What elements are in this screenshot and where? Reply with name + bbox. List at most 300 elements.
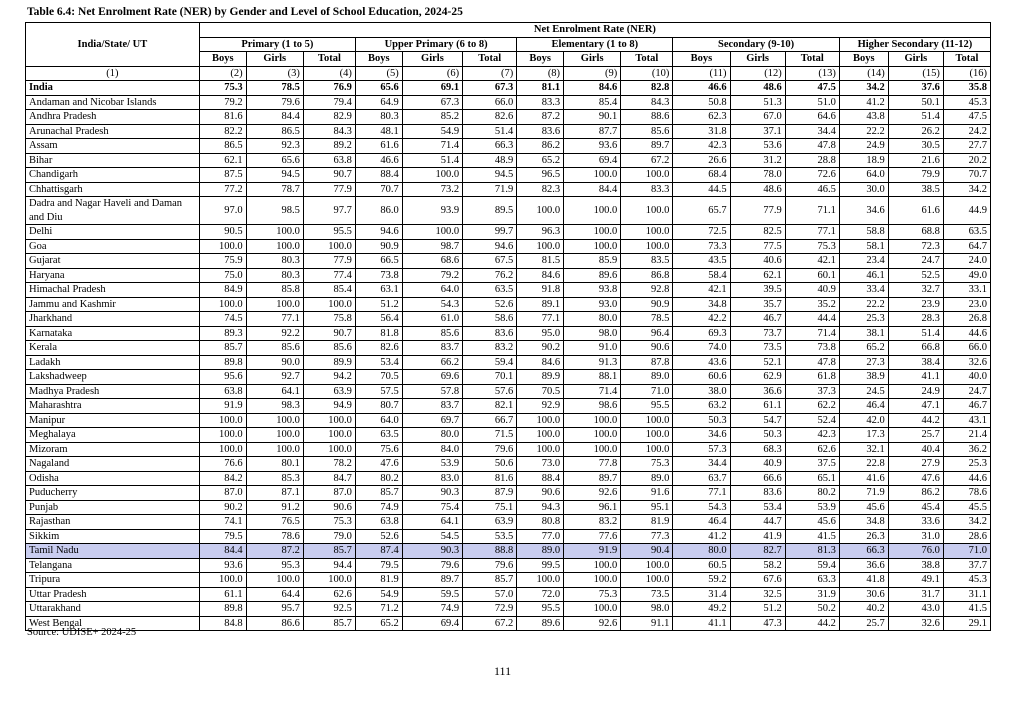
- table-cell: 91.9: [564, 544, 621, 559]
- column-number: (7): [463, 66, 517, 81]
- table-cell: 44.6: [943, 326, 990, 341]
- table-cell: 62.1: [199, 153, 246, 168]
- table-cell: 78.5: [246, 81, 303, 96]
- table-cell: 64.0: [839, 168, 888, 183]
- table-cell: 41.9: [730, 529, 785, 544]
- table-cell: 32.7: [888, 283, 943, 298]
- table-cell: 34.2: [943, 515, 990, 530]
- row-label: West Bengal: [26, 616, 200, 631]
- table-cell: 77.2: [199, 182, 246, 197]
- table-row: [26, 341, 991, 356]
- table-cell: 71.2: [355, 602, 402, 617]
- table-cell: 100.0: [564, 413, 621, 428]
- row-label: Odisha: [26, 471, 200, 486]
- table-cell: 100.0: [246, 297, 303, 312]
- table-cell: 58.4: [673, 268, 730, 283]
- table-cell: 69.1: [402, 81, 462, 96]
- table-cell: 34.6: [839, 197, 888, 225]
- table-cell: 82.8: [621, 81, 673, 96]
- table-cell: 80.0: [402, 428, 462, 443]
- table-cell: 35.2: [785, 297, 839, 312]
- row-label: Gujarat: [26, 254, 200, 269]
- table-cell: 90.0: [246, 355, 303, 370]
- table-cell: 92.6: [564, 616, 621, 631]
- table-cell: 90.3: [402, 544, 462, 559]
- table-cell: 99.7: [463, 225, 517, 240]
- table-cell: 95.0: [517, 326, 564, 341]
- table-cell: 82.6: [355, 341, 402, 356]
- table-cell: 44.2: [888, 413, 943, 428]
- table-row: [26, 413, 991, 428]
- source-note: Source: UDISE+ 2024-25: [27, 627, 137, 638]
- table-cell: 53.4: [730, 500, 785, 515]
- table-cell: 100.0: [303, 413, 355, 428]
- table-cell: 86.6: [246, 616, 303, 631]
- table-cell: 89.5: [463, 197, 517, 225]
- row-label: Puducherry: [26, 486, 200, 501]
- table-cell: 76.5: [246, 515, 303, 530]
- table-cell: 76.0: [888, 544, 943, 559]
- table-cell: 40.2: [839, 602, 888, 617]
- table-cell: 72.5: [673, 225, 730, 240]
- table-cell: 24.2: [943, 124, 990, 139]
- row-label: Punjab: [26, 500, 200, 515]
- table-cell: 100.0: [564, 442, 621, 457]
- column-number: (1): [26, 66, 200, 81]
- table-cell: 60.1: [785, 268, 839, 283]
- subheader-boys: Boys: [199, 52, 246, 67]
- table-cell: 77.9: [303, 182, 355, 197]
- table-cell: 85.6: [402, 326, 462, 341]
- table-cell: 100.0: [246, 442, 303, 457]
- table-cell: 71.9: [839, 486, 888, 501]
- table-cell: 79.6: [246, 95, 303, 110]
- table-cell: 36.6: [730, 384, 785, 399]
- table-cell: 51.4: [888, 326, 943, 341]
- table-cell: 100.0: [517, 239, 564, 254]
- table-cell: 51.2: [730, 602, 785, 617]
- subheader-girls: Girls: [730, 52, 785, 67]
- table-cell: 83.2: [564, 515, 621, 530]
- subheader-girls: Girls: [888, 52, 943, 67]
- table-cell: 90.4: [621, 544, 673, 559]
- table-cell: 95.7: [246, 602, 303, 617]
- table-cell: 40.9: [785, 283, 839, 298]
- table-cell: 30.5: [888, 139, 943, 154]
- table-cell: 73.5: [621, 587, 673, 602]
- table-cell: 37.5: [785, 457, 839, 472]
- table-row: [26, 312, 991, 327]
- table-cell: 75.8: [303, 312, 355, 327]
- row-label: Lakshadweep: [26, 370, 200, 385]
- table-cell: 77.0: [517, 529, 564, 544]
- table-cell: 91.3: [564, 355, 621, 370]
- table-cell: 72.6: [785, 168, 839, 183]
- ner-table: [25, 22, 991, 631]
- row-label: Manipur: [26, 413, 200, 428]
- table-cell: 89.0: [621, 471, 673, 486]
- table-cell: 65.6: [355, 81, 402, 96]
- table-cell: 91.2: [246, 500, 303, 515]
- table-cell: 45.3: [943, 573, 990, 588]
- table-cell: 41.5: [785, 529, 839, 544]
- table-cell: 66.8: [888, 341, 943, 356]
- table-cell: 63.3: [785, 573, 839, 588]
- table-cell: 73.2: [402, 182, 462, 197]
- table-row: [26, 515, 991, 530]
- table-cell: 62.1: [730, 268, 785, 283]
- table-cell: 70.5: [355, 370, 402, 385]
- table-cell: 26.6: [673, 153, 730, 168]
- table-cell: 42.1: [785, 254, 839, 269]
- table-cell: 77.9: [303, 254, 355, 269]
- table-cell: 95.5: [621, 399, 673, 414]
- table-cell: 70.7: [943, 168, 990, 183]
- table-cell: 68.3: [730, 442, 785, 457]
- table-row: [26, 124, 991, 139]
- table-cell: 47.3: [730, 616, 785, 631]
- table-cell: 78.0: [730, 168, 785, 183]
- table-cell: 83.2: [463, 341, 517, 356]
- table-cell: 80.7: [355, 399, 402, 414]
- table-cell: 57.3: [673, 442, 730, 457]
- table-cell: 89.7: [402, 573, 462, 588]
- table-cell: 81.3: [785, 544, 839, 559]
- table-cell: 54.3: [673, 500, 730, 515]
- table-cell: 80.3: [246, 268, 303, 283]
- table-cell: 75.3: [303, 515, 355, 530]
- table-cell: 83.0: [402, 471, 462, 486]
- table-cell: 79.6: [463, 558, 517, 573]
- table-cell: 41.2: [673, 529, 730, 544]
- table-row: [26, 573, 991, 588]
- table-cell: 49.0: [943, 268, 990, 283]
- column-number: (9): [564, 66, 621, 81]
- table-cell: 95.6: [199, 370, 246, 385]
- table-cell: 38.0: [673, 384, 730, 399]
- table-cell: 85.6: [303, 341, 355, 356]
- table-cell: 90.2: [199, 500, 246, 515]
- table-cell: 43.1: [943, 413, 990, 428]
- column-number: (14): [839, 66, 888, 81]
- table-cell: 79.0: [303, 529, 355, 544]
- table-cell: 92.7: [246, 370, 303, 385]
- ner-header: Net Enrolment Rate (NER): [199, 23, 990, 38]
- table-cell: 83.5: [621, 254, 673, 269]
- table-cell: 44.7: [730, 515, 785, 530]
- table-cell: 87.0: [199, 486, 246, 501]
- subheader-total: Total: [621, 52, 673, 67]
- table-cell: 80.0: [564, 312, 621, 327]
- table-cell: 32.6: [888, 616, 943, 631]
- table-row: [26, 254, 991, 269]
- table-cell: 61.6: [888, 197, 943, 225]
- table-cell: 82.9: [303, 110, 355, 125]
- table-cell: 100.0: [402, 225, 462, 240]
- table-cell: 63.9: [463, 515, 517, 530]
- table-cell: 84.4: [246, 110, 303, 125]
- table-cell: 45.4: [888, 500, 943, 515]
- table-cell: 58.6: [463, 312, 517, 327]
- table-cell: 71.0: [943, 544, 990, 559]
- table-cell: 89.6: [564, 268, 621, 283]
- table-cell: 74.9: [402, 602, 462, 617]
- table-cell: 47.8: [785, 355, 839, 370]
- table-cell: 63.7: [673, 471, 730, 486]
- column-number: (2): [199, 66, 246, 81]
- table-cell: 67.3: [463, 81, 517, 96]
- table-cell: 50.1: [888, 95, 943, 110]
- table-cell: 82.2: [199, 124, 246, 139]
- table-cell: 74.5: [199, 312, 246, 327]
- table-cell: 40.0: [943, 370, 990, 385]
- table-cell: 38.8: [888, 558, 943, 573]
- table-cell: 94.5: [246, 168, 303, 183]
- table-cell: 67.2: [463, 616, 517, 631]
- table-cell: 30.6: [839, 587, 888, 602]
- table-cell: 62.3: [673, 110, 730, 125]
- table-cell: 72.9: [463, 602, 517, 617]
- table-cell: 36.6: [839, 558, 888, 573]
- table-cell: 27.7: [943, 139, 990, 154]
- column-number: (5): [355, 66, 402, 81]
- table-cell: 93.9: [402, 197, 462, 225]
- table-cell: 59.5: [402, 587, 462, 602]
- table-cell: 62.2: [785, 399, 839, 414]
- table-cell: 24.9: [888, 384, 943, 399]
- table-cell: 84.6: [517, 355, 564, 370]
- subheader-girls: Girls: [402, 52, 462, 67]
- table-cell: 80.1: [246, 457, 303, 472]
- row-label: Maharashtra: [26, 399, 200, 414]
- table-cell: 33.1: [943, 283, 990, 298]
- table-cell: 42.3: [785, 428, 839, 443]
- row-label: Jammu and Kashmir: [26, 297, 200, 312]
- subheader-total: Total: [943, 52, 990, 67]
- table-cell: 43.0: [888, 602, 943, 617]
- table-cell: 89.9: [303, 355, 355, 370]
- table-cell: 85.7: [199, 341, 246, 356]
- group-header-secondary: Secondary (9-10): [673, 37, 840, 52]
- subheader-boys: Boys: [517, 52, 564, 67]
- table-cell: 54.5: [402, 529, 462, 544]
- table-cell: 66.3: [839, 544, 888, 559]
- table-cell: 92.3: [246, 139, 303, 154]
- table-cell: 94.4: [303, 558, 355, 573]
- table-cell: 96.4: [621, 326, 673, 341]
- row-label: Haryana: [26, 268, 200, 283]
- table-cell: 98.3: [246, 399, 303, 414]
- table-cell: 22.2: [839, 124, 888, 139]
- table-cell: 77.3: [621, 529, 673, 544]
- table-cell: 100.0: [517, 413, 564, 428]
- table-cell: 100.0: [621, 428, 673, 443]
- row-label: Uttarakhand: [26, 602, 200, 617]
- column-number: (11): [673, 66, 730, 81]
- table-row: [26, 384, 991, 399]
- table-cell: 98.0: [621, 602, 673, 617]
- table-cell: 24.7: [888, 254, 943, 269]
- table-row: [26, 486, 991, 501]
- table-cell: 82.6: [463, 110, 517, 125]
- table-cell: 23.0: [943, 297, 990, 312]
- table-cell: 79.5: [199, 529, 246, 544]
- table-cell: 70.1: [463, 370, 517, 385]
- table-cell: 63.8: [303, 153, 355, 168]
- row-label: Karnataka: [26, 326, 200, 341]
- table-cell: 83.3: [621, 182, 673, 197]
- table-cell: 85.3: [246, 471, 303, 486]
- table-cell: 59.4: [785, 558, 839, 573]
- table-cell: 34.2: [839, 81, 888, 96]
- table-cell: 100.0: [517, 573, 564, 588]
- table-cell: 43.6: [673, 355, 730, 370]
- table-cell: 89.1: [517, 297, 564, 312]
- table-cell: 54.7: [730, 413, 785, 428]
- table-cell: 94.2: [303, 370, 355, 385]
- table-cell: 100.0: [303, 297, 355, 312]
- table-cell: 80.2: [785, 486, 839, 501]
- table-cell: 80.0: [673, 544, 730, 559]
- table-row: [26, 442, 991, 457]
- table-row: [26, 139, 991, 154]
- table-cell: 84.2: [199, 471, 246, 486]
- table-cell: 90.6: [303, 500, 355, 515]
- table-cell: 90.5: [199, 225, 246, 240]
- table-cell: 54.9: [402, 124, 462, 139]
- table-cell: 85.7: [355, 486, 402, 501]
- table-cell: 50.3: [730, 428, 785, 443]
- table-cell: 100.0: [246, 413, 303, 428]
- table-cell: 89.8: [199, 602, 246, 617]
- table-cell: 48.9: [463, 153, 517, 168]
- table-cell: 56.4: [355, 312, 402, 327]
- table-cell: 73.7: [730, 326, 785, 341]
- table-cell: 75.4: [402, 500, 462, 515]
- table-cell: 41.8: [839, 573, 888, 588]
- subheader-boys: Boys: [839, 52, 888, 67]
- table-cell: 51.4: [463, 124, 517, 139]
- table-cell: 77.8: [564, 457, 621, 472]
- row-label: Himachal Pradesh: [26, 283, 200, 298]
- column-number: (6): [402, 66, 462, 81]
- table-cell: 99.5: [517, 558, 564, 573]
- table-cell: 100.0: [621, 573, 673, 588]
- table-cell: 34.8: [839, 515, 888, 530]
- table-cell: 51.0: [785, 95, 839, 110]
- table-row: [26, 168, 991, 183]
- table-cell: 98.7: [402, 239, 462, 254]
- table-cell: 67.2: [621, 153, 673, 168]
- table-cell: 91.6: [621, 486, 673, 501]
- table-cell: 47.8: [785, 139, 839, 154]
- table-cell: 50.6: [463, 457, 517, 472]
- table-cell: 32.6: [943, 355, 990, 370]
- group-header-upper-primary: Upper Primary (6 to 8): [355, 37, 516, 52]
- table-cell: 71.5: [463, 428, 517, 443]
- table-cell: 87.2: [246, 544, 303, 559]
- table-cell: 87.7: [564, 124, 621, 139]
- table-cell: 89.7: [621, 139, 673, 154]
- table-cell: 44.9: [943, 197, 990, 225]
- table-cell: 100.0: [303, 239, 355, 254]
- table-cell: 100.0: [564, 558, 621, 573]
- table-cell: 100.0: [303, 428, 355, 443]
- table-cell: 71.4: [785, 326, 839, 341]
- table-cell: 31.4: [673, 587, 730, 602]
- table-cell: 50.8: [673, 95, 730, 110]
- table-cell: 26.2: [888, 124, 943, 139]
- table-cell: 73.5: [730, 341, 785, 356]
- table-cell: 45.6: [785, 515, 839, 530]
- table-cell: 75.3: [785, 239, 839, 254]
- table-cell: 82.7: [730, 544, 785, 559]
- table-cell: 68.8: [888, 225, 943, 240]
- table-cell: 40.6: [730, 254, 785, 269]
- table-cell: 91.0: [564, 341, 621, 356]
- table-cell: 90.2: [517, 341, 564, 356]
- subheader-girls: Girls: [564, 52, 621, 67]
- table-cell: 95.1: [621, 500, 673, 515]
- table-cell: 64.0: [355, 413, 402, 428]
- table-cell: 77.5: [730, 239, 785, 254]
- table-cell: 74.0: [673, 341, 730, 356]
- table-cell: 50.2: [785, 602, 839, 617]
- table-cell: 64.0: [402, 283, 462, 298]
- row-label: Mizoram: [26, 442, 200, 457]
- table-cell: 45.3: [943, 95, 990, 110]
- row-label: Tripura: [26, 573, 200, 588]
- table-cell: 57.8: [402, 384, 462, 399]
- table-cell: 66.0: [943, 341, 990, 356]
- table-cell: 100.0: [621, 558, 673, 573]
- table-cell: 100.0: [564, 239, 621, 254]
- table-cell: 69.4: [402, 616, 462, 631]
- table-row: [26, 182, 991, 197]
- table-cell: 63.5: [463, 283, 517, 298]
- table-cell: 31.8: [673, 124, 730, 139]
- table-cell: 27.9: [888, 457, 943, 472]
- table-cell: 79.6: [402, 558, 462, 573]
- group-header-elementary: Elementary (1 to 8): [517, 37, 673, 52]
- subheader-boys: Boys: [673, 52, 730, 67]
- table-cell: 75.3: [564, 587, 621, 602]
- table-cell: 75.3: [621, 457, 673, 472]
- table-cell: 51.2: [355, 297, 402, 312]
- table-cell: 79.5: [355, 558, 402, 573]
- table-cell: 95.5: [303, 225, 355, 240]
- table-cell: 77.1: [517, 312, 564, 327]
- table-cell: 25.7: [888, 428, 943, 443]
- table-cell: 88.4: [355, 168, 402, 183]
- table-cell: 44.6: [943, 471, 990, 486]
- table-cell: 77.1: [246, 312, 303, 327]
- table-cell: 50.3: [673, 413, 730, 428]
- table-cell: 63.8: [199, 384, 246, 399]
- table-cell: 90.6: [517, 486, 564, 501]
- column-number: (4): [303, 66, 355, 81]
- table-cell: 76.9: [303, 81, 355, 96]
- table-cell: 95.3: [246, 558, 303, 573]
- table-cell: 86.8: [621, 268, 673, 283]
- table-cell: 93.8: [564, 283, 621, 298]
- table-cell: 90.9: [621, 297, 673, 312]
- table-cell: 73.8: [785, 341, 839, 356]
- table-cell: 47.5: [785, 81, 839, 96]
- table-cell: 25.3: [839, 312, 888, 327]
- table-cell: 81.9: [355, 573, 402, 588]
- table-cell: 75.3: [199, 81, 246, 96]
